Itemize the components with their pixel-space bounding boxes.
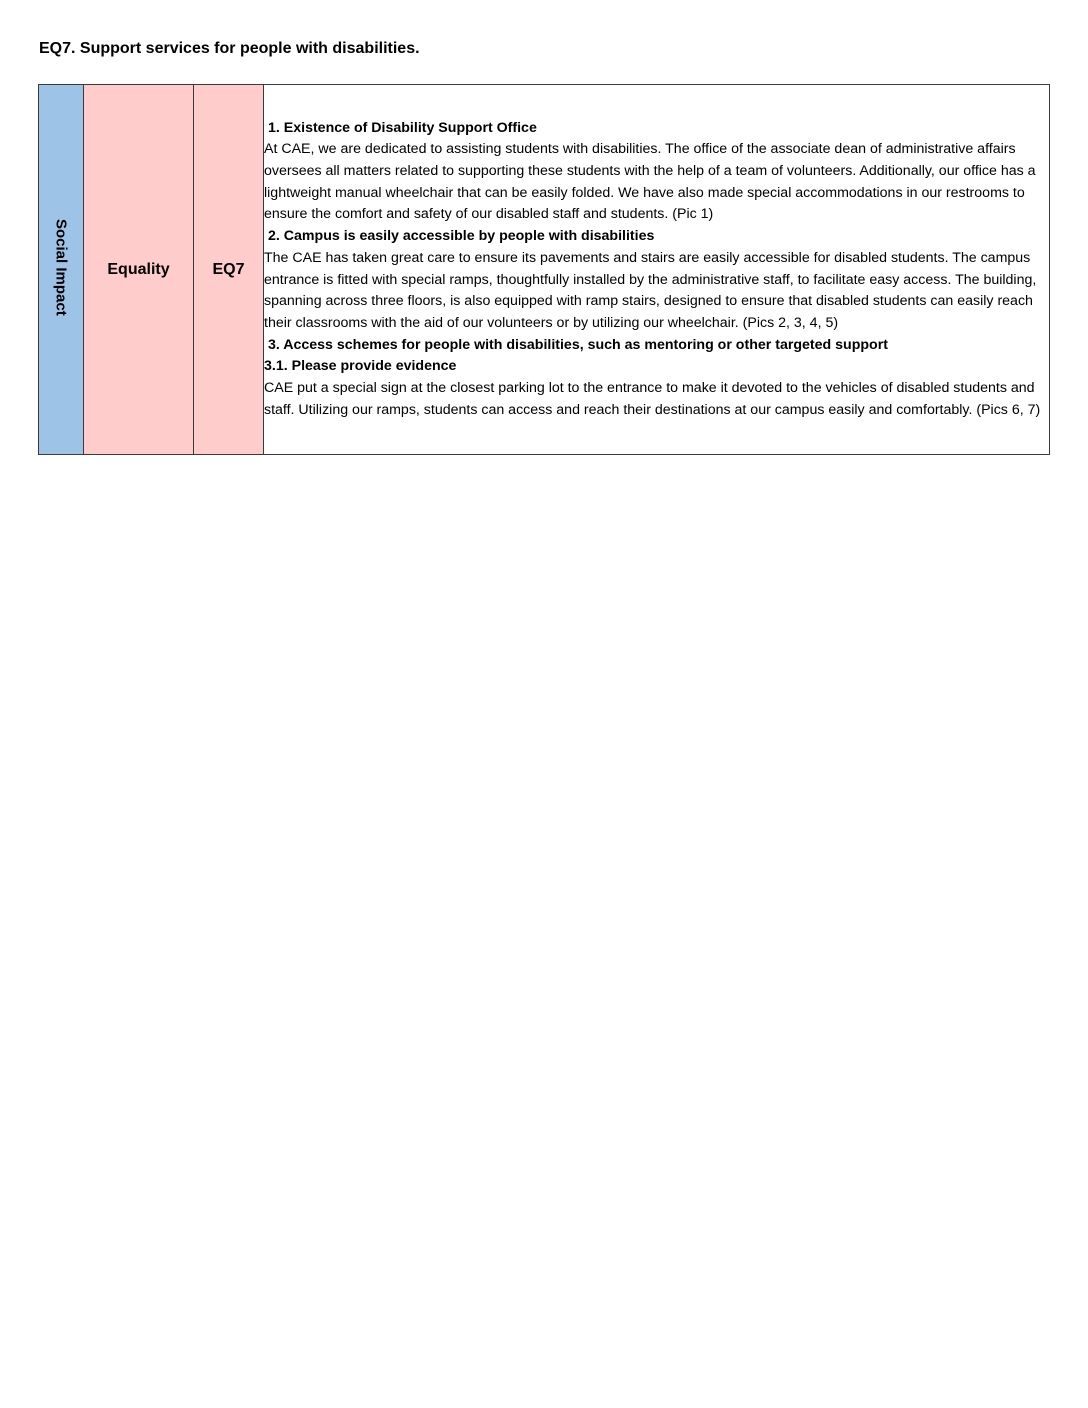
section-3-body: CAE put a special sign at the closest parking lot to the entrance to make it devoted to the vehicles of disabled students and staff. Utilizing our ramps, students can access and reach their destinations at our campus easily and comfortably. (Pics 6, 7) <box>264 380 1041 418</box>
section-3-subheading: 3.1. Please provide evidence <box>264 358 457 375</box>
code-cell <box>194 85 264 455</box>
section-1-body: At CAE, we are dedicated to assisting students with disabilities. The office of the associate dean of administrative affairs oversees all matters related to supporting these students with the help of a team of volunteers. Additionally, our office has a lightweight manual wheelchair that can be easily folded. We have also made special accommodations in our restrooms to ensure the comfort and safety of our disabled staff and students. (Pic 1) <box>264 141 1036 223</box>
subcategory-label: Equality <box>107 260 170 278</box>
code-label: EQ7 <box>212 260 245 278</box>
section-3-heading: 3. Access schemes for people with disabilities, such as mentoring or other targeted support <box>268 336 888 353</box>
criteria-table <box>38 84 1050 455</box>
section-1-heading: 1. Existence of Disability Support Office <box>268 119 537 136</box>
table-row <box>39 85 1050 455</box>
content-cell <box>264 85 1050 455</box>
category-cell <box>39 85 84 455</box>
category-label: Social Impact <box>52 218 70 316</box>
subcategory-cell <box>84 85 194 455</box>
section-2-heading: 2. Campus is easily accessible by people with disabilities <box>268 228 655 245</box>
page-title: EQ7. Support services for people with disabilities. <box>39 40 420 57</box>
section-2-body: The CAE has taken great care to ensure its pavements and stairs are easily accessible for disabled students. The campus entrance is fitted with special ramps, thoughtfully installed by the administrative staff, to facilitate easy access. The building, spanning across three floors, is also equipped with ramp stairs, designed to ensure that disabled students can easily reach their classrooms with the aid of our volunteers or by utilizing our wheelchair. (Pics 2, 3, 4, 5) <box>264 249 1037 331</box>
